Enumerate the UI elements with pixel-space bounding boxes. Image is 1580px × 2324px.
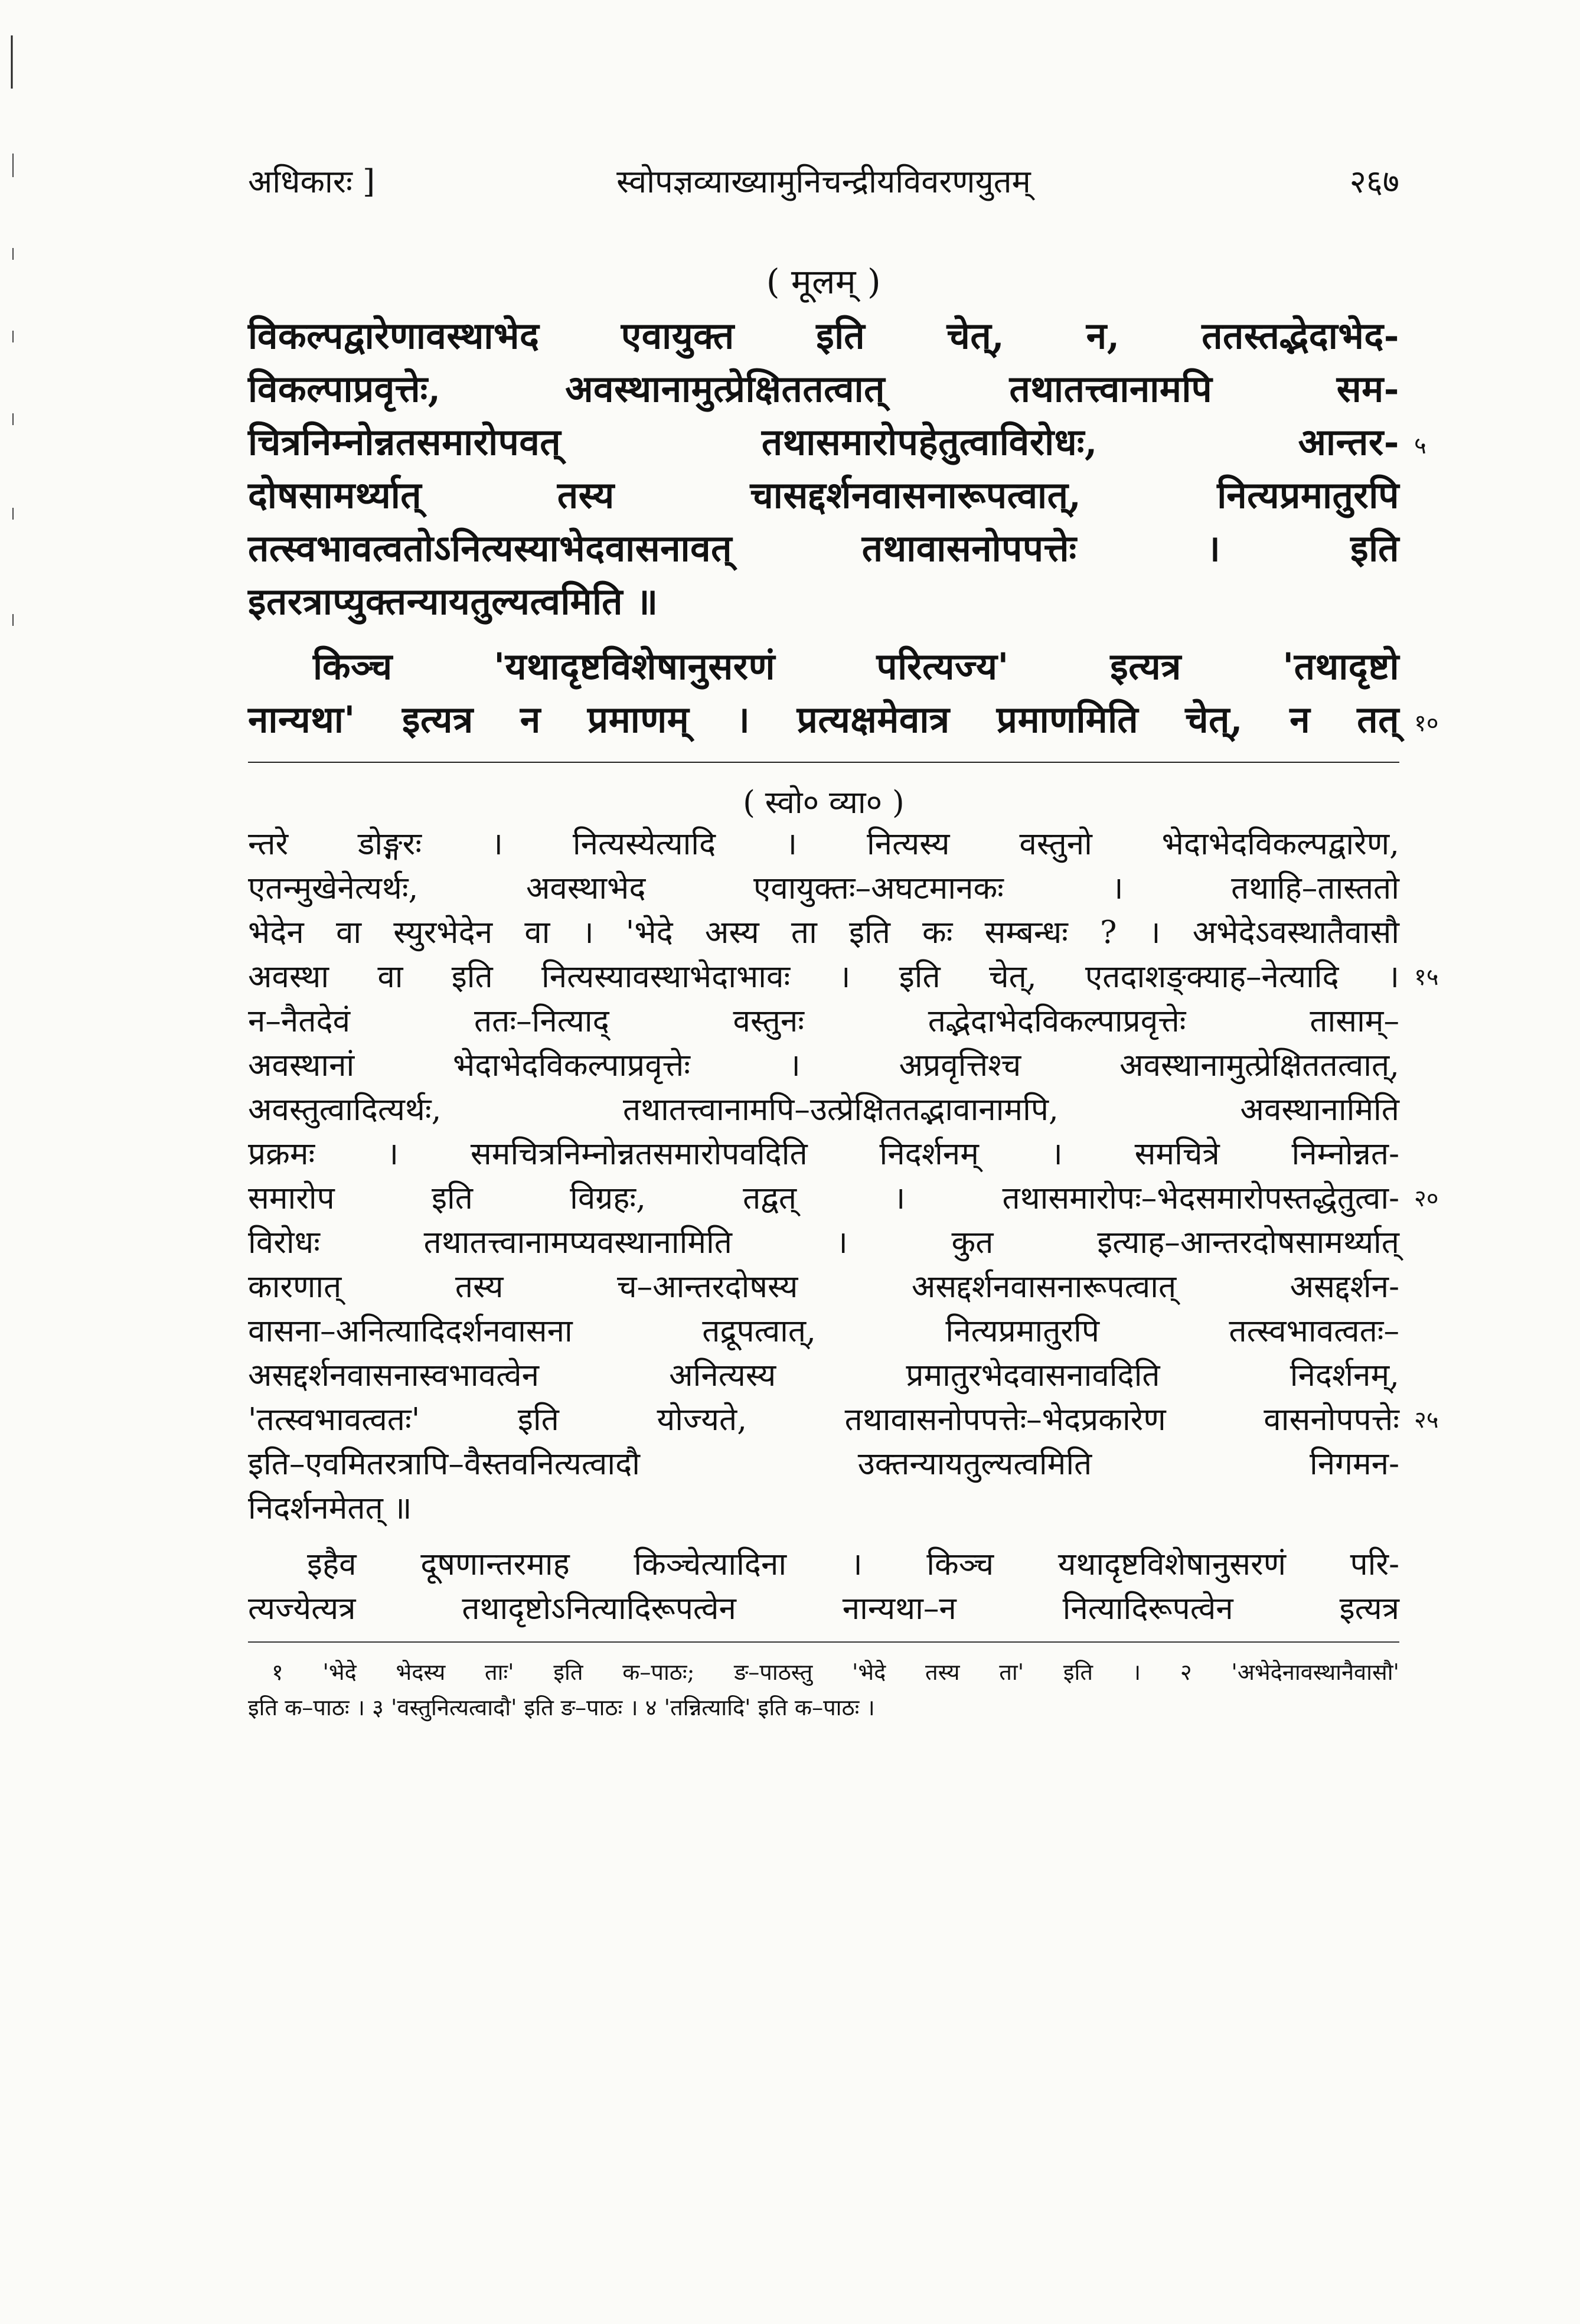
mula-line: चित्रनिम्नोन्नतसमारोपवत् तथासमारोपहेतुत्वाविरोधः, आन्तर- bbox=[248, 420, 1399, 464]
commentary-line: अवस्था वा इति नित्यस्यावस्थाभेदाभावः । इति चेत्, एतदाशङ्क्याह–नेत्यादि । bbox=[248, 959, 1399, 995]
header-title: स्वोपज्ञव्याख्यामुनिचन्द्रीयविवरणयुतम् bbox=[616, 163, 1031, 200]
commentary-line: वासना–अनित्यादिदर्शनवासना तद्रूपत्वात्, नित्यप्रमातुरपि तत्स्वभावत्वतः– bbox=[248, 1313, 1399, 1349]
divider-rule bbox=[248, 762, 1399, 763]
margin-scan-marks bbox=[0, 0, 35, 2324]
line-number: ५ bbox=[1414, 432, 1426, 459]
line-number: १५ bbox=[1414, 964, 1439, 991]
commentary-line: न–नैतदेवं ततः–नित्याद् वस्तुनः तद्भेदाभेदविकल्पाप्रवृत्तेः तासाम्– bbox=[248, 1003, 1399, 1039]
mula-line: दोषसामर्थ्यात् तस्य चासद्दर्शनवासनारूपत्वात्, नित्यप्रमातुरपि bbox=[248, 474, 1399, 517]
mula-line: नान्यथा' इत्यत्र न प्रमाणम् । प्रत्यक्षमेवात्र प्रमाणमिति चेत्, न तत् bbox=[248, 698, 1399, 741]
line-number: १० bbox=[1414, 710, 1439, 737]
commentary-line: एतन्मुखेनेत्यर्थः, अवस्थाभेद एवायुक्तः–अघटमानकः । तथाहि–तास्ततो bbox=[248, 870, 1399, 906]
footnote-line: इति क–पाठः । ३ 'वस्तुनित्यत्वादौ' इति ङ–पाठः । ४ 'तन्नित्यादि' इति क–पाठः । bbox=[248, 1695, 875, 1721]
commentary-line: अवस्तुत्वादित्यर्थः, तथातत्त्वानामपि–उत्प्रेक्षिततद्भावानामपि, अवस्थानामिति bbox=[248, 1092, 1399, 1128]
commentary-line: न्तरे डोङ्गरः । नित्यस्येत्यादि । नित्यस्य वस्तुनो भेदाभेदविकल्पद्वारेण, bbox=[248, 826, 1399, 862]
commentary-heading: ( स्वो० व्या० ) bbox=[743, 785, 905, 821]
commentary-line: निदर्शनमेतत् ॥ bbox=[248, 1490, 412, 1526]
footnote-line: १ 'भेदे भेदस्य ताः' इति क–पाठः; ङ–पाठस्तु 'भेदे तस्य ता' इति । २ 'अभेदेनावस्थानैवासौ' bbox=[272, 1659, 1399, 1685]
mula-line: इतरत्राप्युक्तन्यायतुल्यत्वमिति ॥ bbox=[248, 580, 658, 623]
commentary-line: त्यज्येत्यत्र तथादृष्टोऽनित्यादिरूपत्वेन नान्यथा–न नित्यादिरूपत्वेन इत्यत्र bbox=[248, 1591, 1399, 1627]
footnote-rule bbox=[248, 1641, 1399, 1643]
commentary-line: 'तत्स्वभावत्वतः' इति योज्यते, तथावासनोपपत्तेः–भेदप्रकारेण वासनोपपत्तेः bbox=[248, 1402, 1399, 1438]
header-section: अधिकारः ] bbox=[248, 163, 376, 200]
running-header bbox=[248, 154, 1399, 207]
mula-line: विकल्पाप्रवृत्तेः, अवस्थानामुत्प्रेक्षिततत्वात् तथातत्त्वानामपि सम- bbox=[248, 367, 1399, 410]
commentary-line: भेदेन वा स्युरभेदेन वा । 'भेदे अस्य ता इति कः सम्बन्धः ? । अभेदेऽवस्थातैवासौ bbox=[248, 915, 1399, 951]
commentary-line: इहैव दूषणान्तरमाह किञ्चेत्यादिना । किञ्च यथादृष्टविशेषानुसरणं परि- bbox=[307, 1546, 1399, 1582]
commentary-line: कारणात् तस्य च–आन्तरदोषस्य असद्दर्शनवासनारूपत्वात् असद्दर्शन- bbox=[248, 1269, 1399, 1305]
mula-line: विकल्पद्वारेणावस्थाभेद एवायुक्त इति चेत्, न, ततस्तद्भेदाभेद- bbox=[248, 314, 1399, 357]
commentary-line: इति–एवमितरत्रापि–वैस्तवनित्यत्वादौ उक्तन्यायतुल्यत्वमिति निगमन- bbox=[248, 1446, 1399, 1482]
commentary-line: अवस्थानां भेदाभेदविकल्पाप्रवृत्तेः । अप्रवृत्तिश्च अवस्थानामुत्प्रेक्षिततत्वात्, bbox=[248, 1047, 1399, 1083]
line-number: २० bbox=[1414, 1185, 1439, 1212]
commentary-line: समारोप इति विग्रहः, तद्वत् । तथासमारोपः–भेदसमारोपस्तद्धेतुत्वा- bbox=[248, 1180, 1399, 1216]
commentary-line: विरोधः तथातत्त्वानामप्यवस्थानामिति । कुत इत्याह–आन्तरदोषसामर्थ्यात् bbox=[248, 1225, 1399, 1261]
mula-heading: ( मूलम् ) bbox=[766, 262, 882, 302]
mula-line: किञ्च 'यथादृष्टविशेषानुसरणं परित्यज्य' इत्यत्र 'तथादृष्टो bbox=[313, 645, 1399, 688]
page-number: २६७ bbox=[1349, 163, 1399, 200]
commentary-line: प्रक्रमः । समचित्रनिम्नोन्नतसमारोपवदिति निदर्शनम् । समचित्रे निम्नोन्नत- bbox=[248, 1136, 1399, 1172]
commentary-line: असद्दर्शनवासनास्वभावत्वेन अनित्यस्य प्रमातुरभेदवासनावदिति निदर्शनम्, bbox=[248, 1357, 1399, 1393]
mula-line: तत्स्वभावत्वतोऽनित्यस्याभेदवासनावत् तथावासनोपपत्तेः । इति bbox=[248, 527, 1399, 570]
line-number: २५ bbox=[1414, 1406, 1439, 1434]
